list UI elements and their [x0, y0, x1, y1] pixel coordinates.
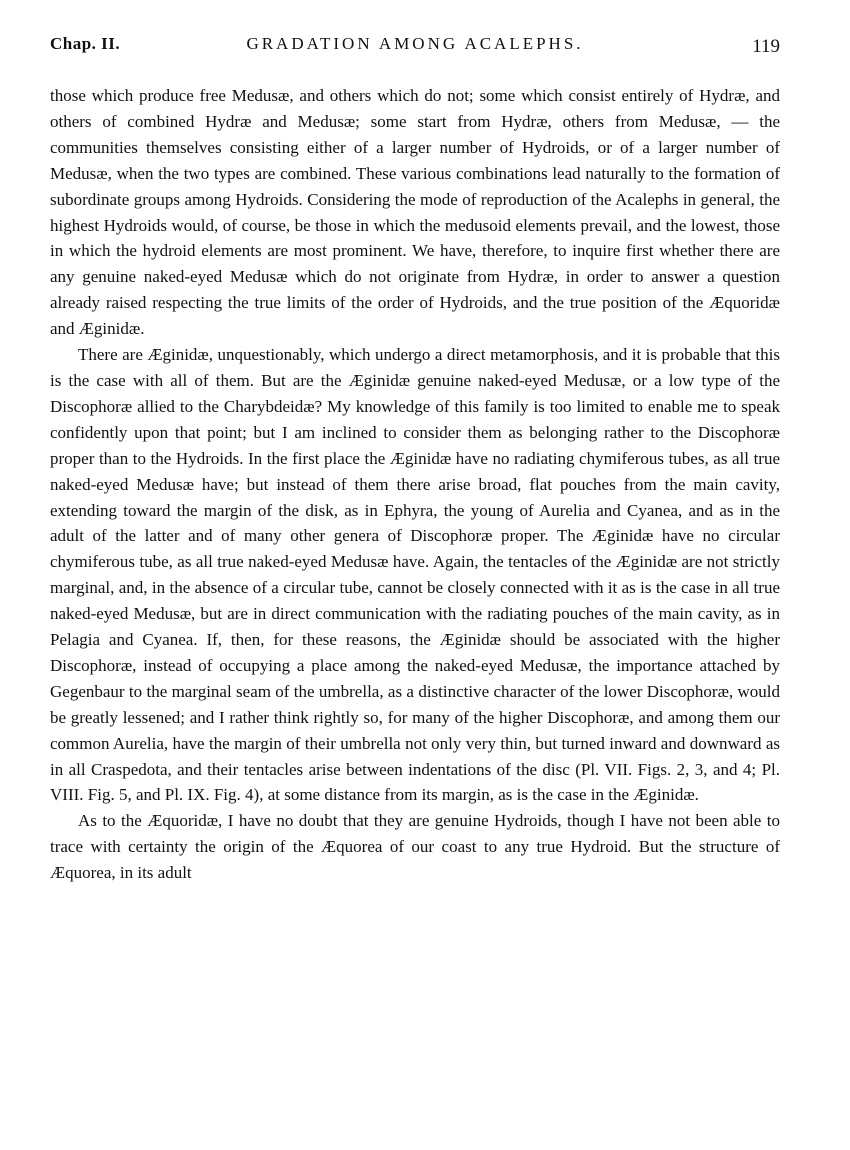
chapter-label: Chap. II.	[50, 34, 121, 53]
paragraph-continued: those which produce free Medusæ, and others which do not; some which consist entirely of Hydræ, and others of combined Hydræ and Medusæ; some start from Hydræ, others from Medusæ, — the communities themselves consisting either of a larger number of Hydroids, or of a larger number of Medusæ, when the two types are combined. These various combinations lead naturally to the formation of subordinate groups among Hydroids. Considering the mode of reproduction of the Acalephs in general, the highest Hydroids would, of course, be those in which the medusoid elements prevail, and the lowest, those in which the hydroid elements are most prominent. We have, therefore, to inquire first whether there are any genuine naked-eyed Medusæ which do not originate from Hydræ, in order to answer a question already raised respecting the true limits of the order of Hydroids, and the true position of the Æquoridæ and Æginidæ.	[50, 86, 780, 339]
page-header	[50, 34, 780, 62]
paragraph-aequoridae: As to the Æquoridæ, I have no doubt that they are genuine Hydroids, though I have not been able to trace with certainty the origin of the Æquorea of our coast to any true Hydroid. But the structure of Æquorea, in its adult	[50, 811, 780, 883]
paragraph-aeginidae: There are Æginidæ, unquestionably, which undergo a direct metamorphosis, and it is probable that this is the case with all of them. But are the Æginidæ genuine naked-eyed Medusæ, or a low type of the Discophoræ allied to the Charybdeidæ? My knowledge of this family is too limited to enable me to speak confidently upon that point; but I am inclined to consider them as belonging rather to the Discophoræ proper than to the Hydroids. In the first place the Æginidæ have no radiating chymiferous tubes, as all true naked-eyed Medusæ have; but instead of them there arise broad, flat pouches from the main cavity, extending toward the margin of the disk, as in Ephyra, the young of Aurelia and Cyanea, and as in the adult of the latter and of many other genera of Discophoræ proper. The Æginidæ have no circular chymiferous tube, as all true naked-eyed Medusæ have. Again, the tentacles of the Æginidæ are not strictly marginal, and, in the absence of a circular tube, cannot be closely connected with it as is the case in all true naked-eyed Medusæ, but are in direct communication with the radiating pouches of the main cavity, as in Pelagia and Cyanea. If, then, for these reasons, the Æginidæ should be associated with the higher Discophoræ, instead of occupying a place among the naked-eyed Medusæ, the importance attached by Gegenbaur to the marginal seam of the umbrella, as a distinctive character of the lower Discophoræ, would be greatly lessened; and I rather think rightly so, for many of the higher Discophoræ, and among them our common Aurelia, have the margin of their umbrella not only very thin, but turned inward and downward as in all Craspedota, and their tentacles arise between indentations of the disc (Pl. VII. Figs. 2, 3, and 4; Pl. VIII. Fig. 5, and Pl. IX. Fig. 4), at some distance from its margin, as is the case in the Æginidæ.	[50, 345, 780, 805]
page-number: 119	[752, 36, 780, 57]
body-text	[50, 83, 780, 886]
running-title: GRADATION AMONG ACALEPHS.	[246, 34, 584, 53]
